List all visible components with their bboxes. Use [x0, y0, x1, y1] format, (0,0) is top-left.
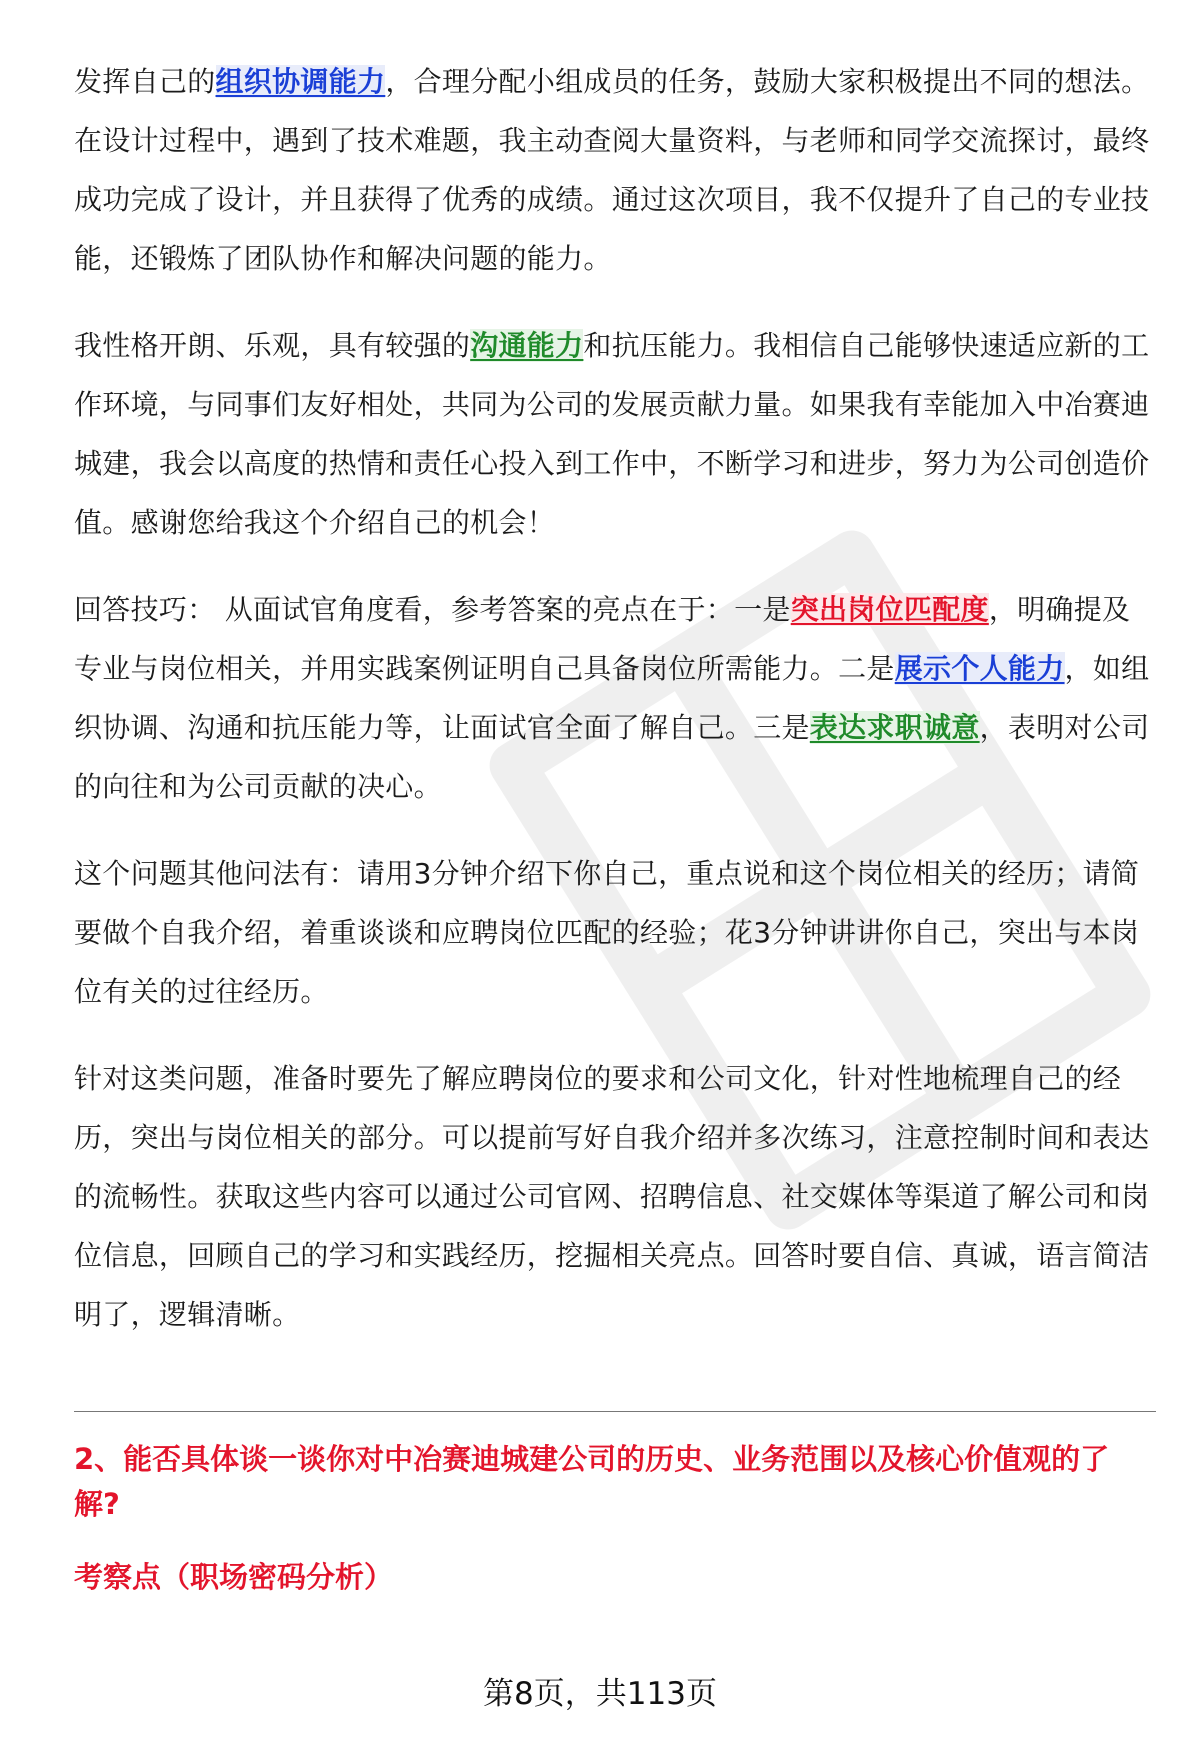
text-run: 回答技巧： 从面试官角度看，参考答案的亮点在于：一是 — [74, 593, 791, 626]
text-run: ，表明对公司的向往和为公司贡献的决心。 — [74, 711, 1150, 803]
paragraph — [74, 52, 1154, 288]
paragraph — [74, 844, 1154, 1021]
highlighted-keyword: 表达求职诚意 — [809, 711, 980, 744]
highlighted-keyword: 突出岗位匹配度 — [790, 593, 989, 626]
section-divider — [74, 1411, 1156, 1412]
text-run: ，明确提及专业与岗位相关，并用实践案例证明自己具备岗位所需能力。二是 — [74, 593, 1131, 685]
highlighted-keyword: 沟通能力 — [470, 329, 584, 362]
paragraph — [74, 316, 1154, 552]
text-run: 发挥自己的 — [74, 65, 216, 98]
text-run: ，如组织协调、沟通和抗压能力等，让面试官全面了解自己。三是 — [74, 652, 1150, 744]
paragraph — [74, 1049, 1154, 1344]
text-run: 针对这类问题，准备时要先了解应聘岗位的要求和公司文化，针对性地梳理自己的经历，突出与岗位相关的部分。可以提前写好自我介绍并多次练习，注意控制时间和表达的流畅性。获取这些内容可以通过公司官网、招聘信息、社交媒体等渠道了解公司和岗位信息，回顾自己的学习和实践经历，挖掘相关亮点。回答时要自信、真诚，语言简洁明了，逻辑清晰。 — [74, 1062, 1150, 1331]
highlighted-keyword: 展示个人能力 — [894, 652, 1065, 685]
question-heading: 2、能否具体谈一谈你对中冶赛迪城建公司的历史、业务范围以及核心价值观的了解? — [74, 1442, 1110, 1521]
exam-point-heading: 考察点（职场密码分析） — [74, 1560, 394, 1594]
text-run: 这个问题其他问法有：请用3分钟介绍下你自己，重点说和这个岗位相关的经历；请简要做个自我介绍，着重谈谈和应聘岗位匹配的经验；花3分钟讲讲你自己，突出与本岗位有关的过往经历。 — [74, 857, 1140, 1008]
page-footer: 第8页，共113页 — [483, 1676, 717, 1712]
body-text — [74, 52, 1154, 1372]
text-run: 和抗压能力。我相信自己能够快速适应新的工作环境，与同事们友好相处，共同为公司的发展贡献力量。如果我有幸能加入中冶赛迪城建，我会以高度的热情和责任心投入到工作中，不断学习和进步，努力为公司创造价值。感谢您给我这个介绍自己的机会！ — [74, 329, 1150, 539]
highlighted-keyword: 组织协调能力 — [215, 65, 386, 98]
text-run: 我性格开朗、乐观，具有较强的 — [74, 329, 471, 362]
paragraph — [74, 580, 1154, 816]
text-run: ，合理分配小组成员的任务，鼓励大家积极提出不同的想法。在设计过程中，遇到了技术难题，我主动查阅大量资料，与老师和同学交流探讨，最终成功完成了设计，并且获得了优秀的成绩。通过这次项目，我不仅提升了自己的专业技能，还锻炼了团队协作和解决问题的能力。 — [74, 65, 1150, 275]
